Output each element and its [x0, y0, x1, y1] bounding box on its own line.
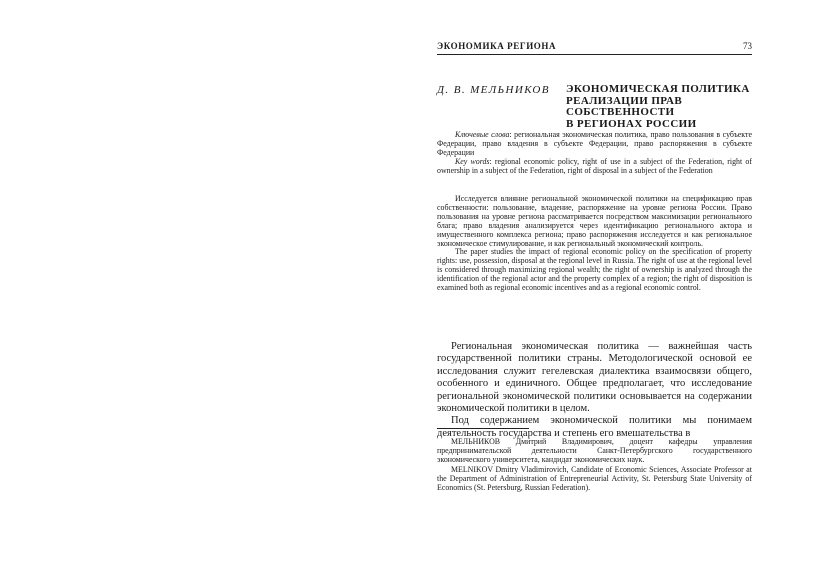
title-line: ЭКОНОМИЧЕСКАЯ ПОЛИТИКА: [566, 83, 750, 95]
keywords-block: [437, 131, 752, 176]
keywords-en-label: Key words: [455, 156, 490, 166]
page-number: 73: [743, 41, 752, 51]
keywords-en-text: : regional economic policy, right of use in a subject of the Federation, right of ownership in a subject of the Federation, right of disposal in a subject of the Federation: [437, 156, 752, 175]
body-paragraph: Региональная экономическая политика — важнейшая часть государственной политики страны. Методологической основой ее исследования служит гегелевская диалектика взаимосвязи общего, особенного и единичного. Общее предполагает, что исследование региональной экономической политики основывается на содержании экономической политики в целом.: [437, 341, 752, 415]
abstract-block: [437, 195, 752, 293]
title-line: СОБСТВЕННОСТИ: [566, 106, 675, 118]
article-body: [437, 341, 752, 440]
article-author: Д. В. МЕЛЬНИКОВ: [437, 84, 550, 96]
keywords-en: [437, 158, 752, 176]
abstract-en: The paper studies the impact of regional economic policy on the specification of property rights: use, possession, disposal at the regional level in Russia. The right of use at the regional level is considered through maximizing regional wealth; the right of ownership is analyzed through the identification of the regional actor and the property complex of a region; the right of disposition is examined both as regional economic incentives and as a regional economic control.: [437, 247, 752, 293]
body-paragraph: Под содержанием экономической политики мы понимаем деятельность государства и степень его вмешательства в: [437, 415, 752, 439]
author-footnotes: [437, 437, 752, 492]
keywords-ru: [437, 131, 752, 158]
running-head: [437, 41, 752, 55]
article-title: [566, 84, 756, 130]
abstract-ru: Исследуется влияние региональной экономической политики на спецификацию прав собственности: пользование, владение, распоряжение на уровне региона России. Право пользования на уровне региона рассматривается посредством максимизации регионального блага; право владения анализируется через идентификацию регионального актора и имущественного комплекса региона; право распоряжения исследуется и как региональное экономическое стимулирование, и как региональный экономический контроль.: [437, 194, 752, 248]
keywords-ru-text: : региональная экономическая политика, право пользования в субъекте Федерации, право владения в субъекте Федерации, право распоряжения в субъекте Федерации: [437, 130, 752, 157]
journal-section-title: ЭКОНОМИКА РЕГИОНА: [437, 41, 557, 51]
footnote-en: MELNIKOV Dmitry Vladimirovich, Candidate of Economic Sciences, Associate Professor at the Department of Administration of Entrepreneurial Activity, St. Petersburg State University of Economics (St. Petersburg, Russian Federation).: [437, 464, 752, 493]
footnote-rule: [437, 428, 529, 429]
header-rule: [437, 54, 752, 55]
keywords-ru-label: Ключевые слова: [455, 130, 510, 139]
title-line: В РЕГИОНАХ РОССИИ: [566, 117, 697, 130]
title-line: РЕАЛИЗАЦИИ ПРАВ: [566, 94, 683, 107]
footnote-ru: МЕЛЬНИКОВ Дмитрий Владимирович, доцент кафедры управления предпринимательской деятельности Санкт-Петербургского государственного экономического университета, кандидат экономических наук.: [437, 437, 752, 465]
